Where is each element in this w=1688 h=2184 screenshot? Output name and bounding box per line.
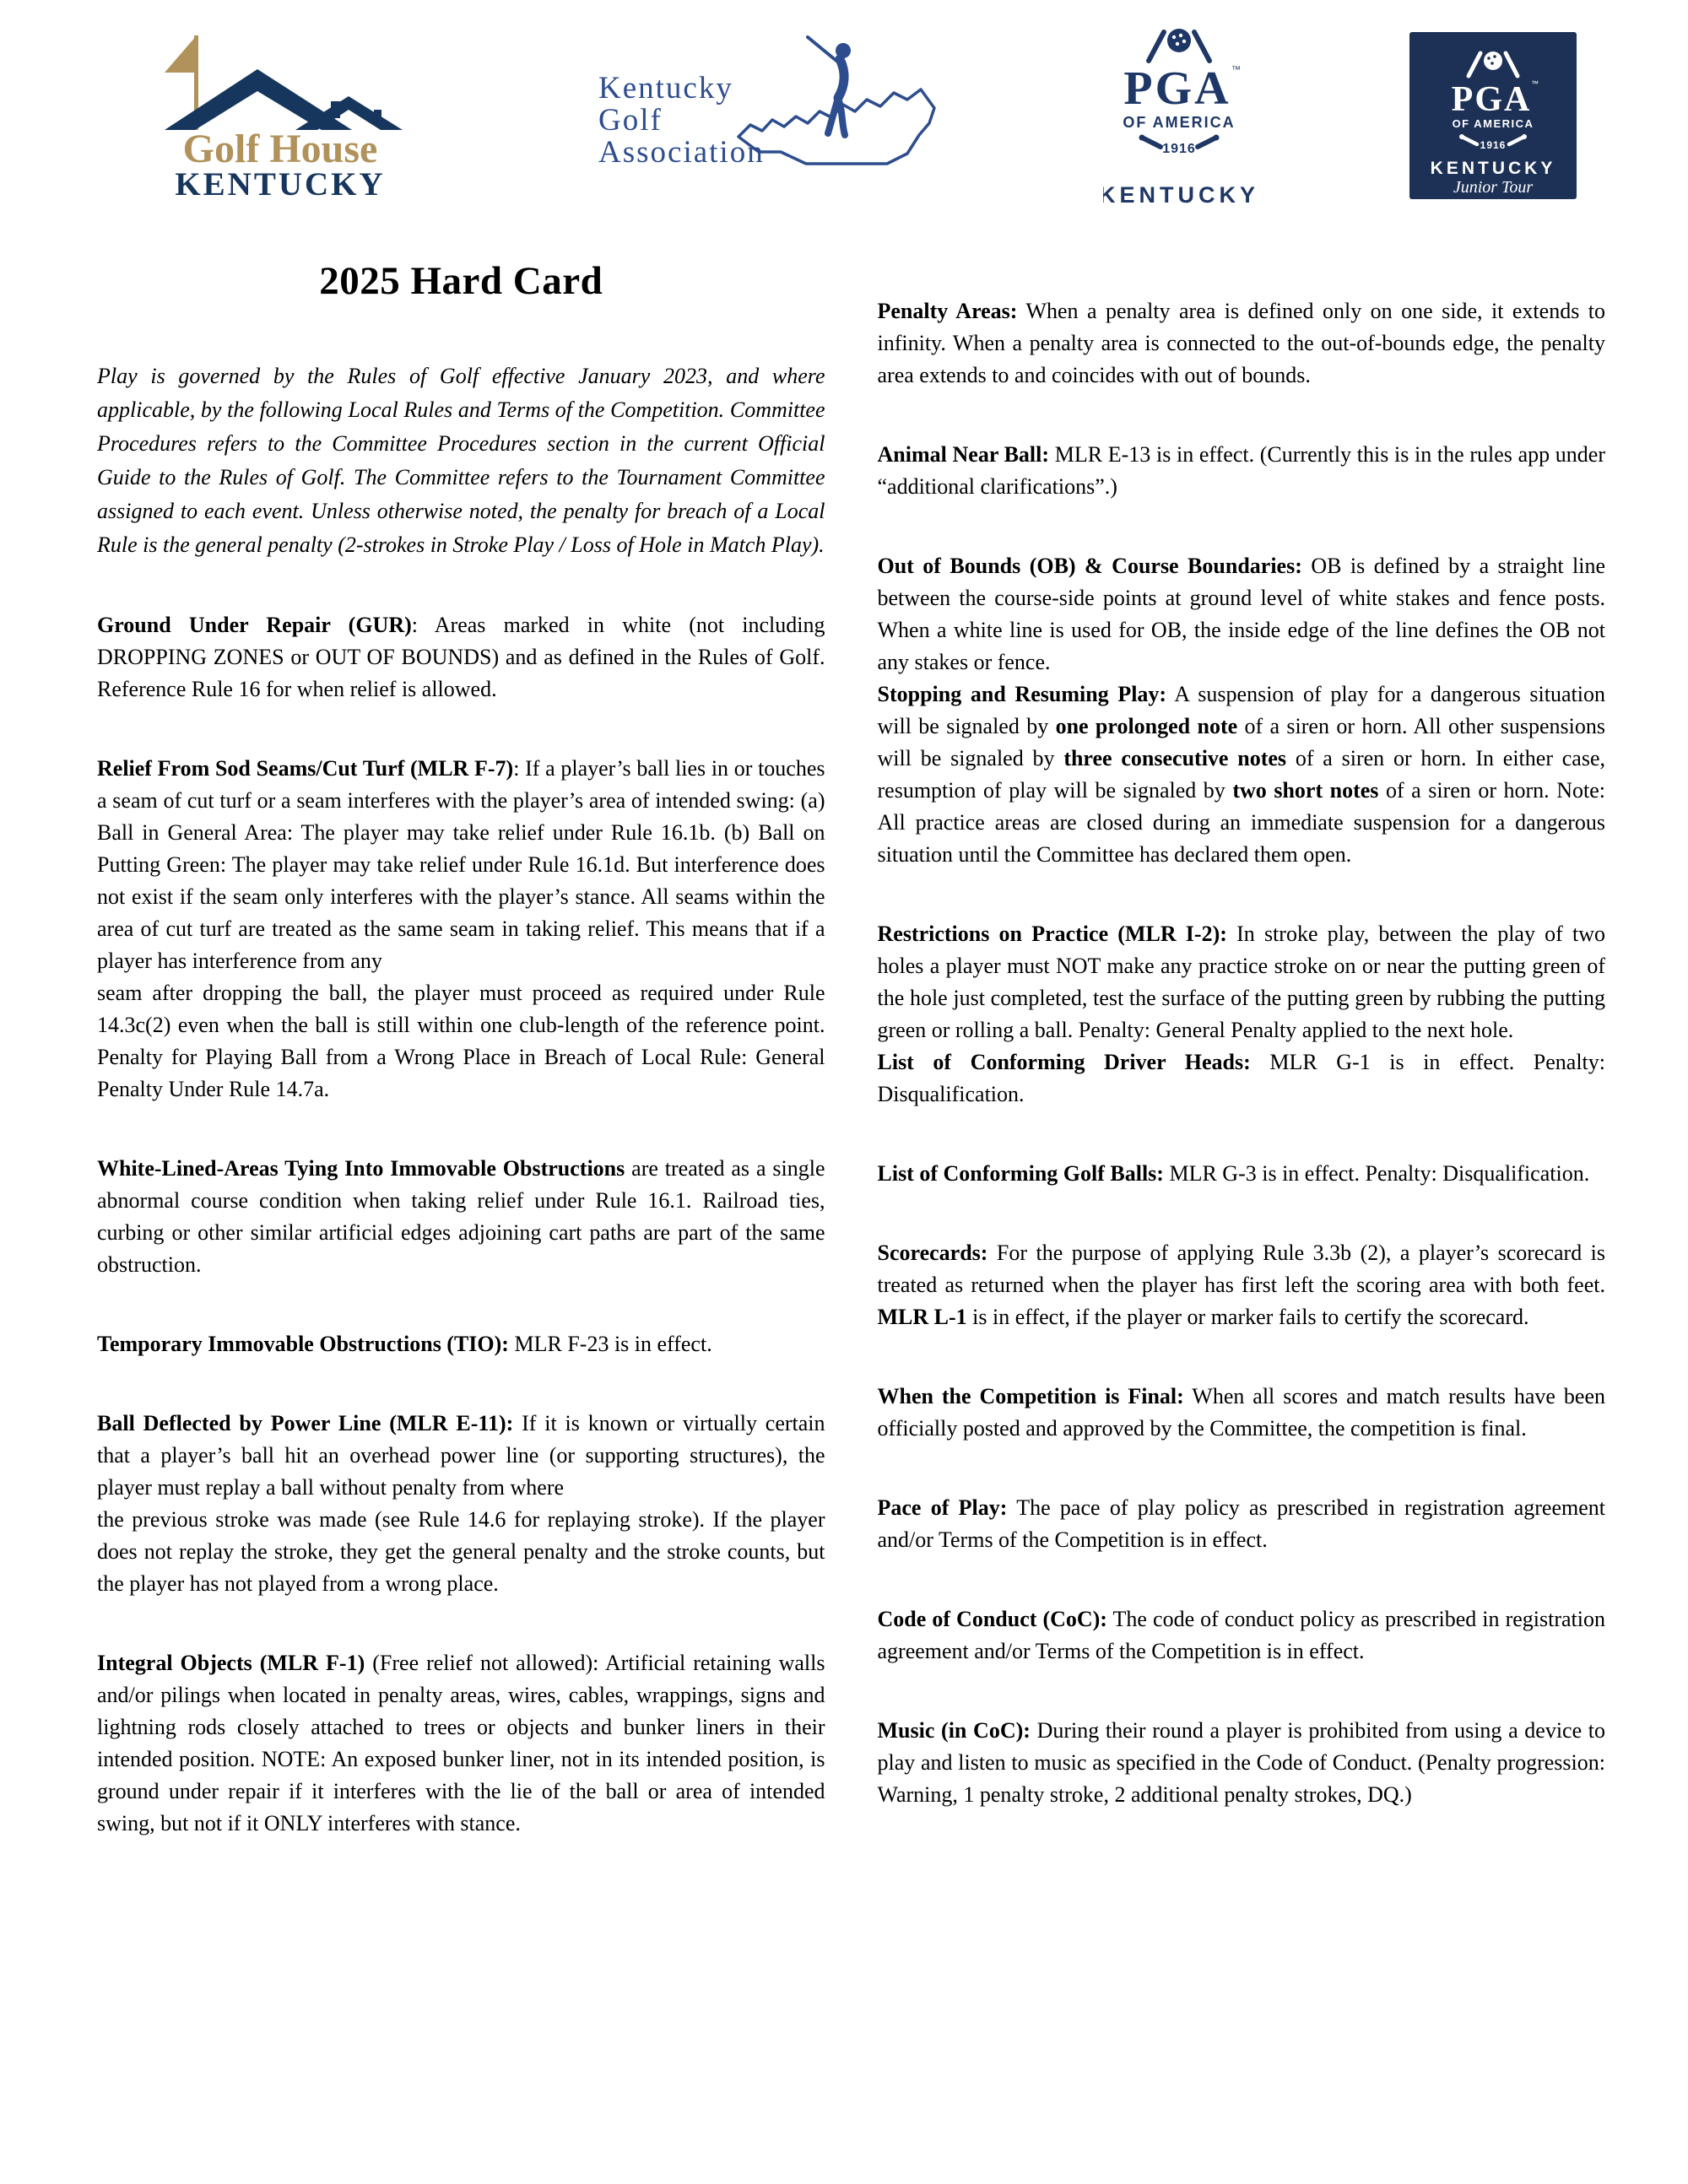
paragraph: [878, 295, 1606, 392]
junior-monogram: PGA: [1451, 80, 1532, 119]
left-column-text: [97, 359, 825, 1840]
bold-text-run: Relief From Sod Seams/Cut Turf (MLR F-7): [97, 756, 514, 781]
pga-monogram: PGA: [1123, 62, 1231, 115]
bold-text-run: Out of Bounds (OB) & Course Boundaries:: [877, 554, 1302, 578]
paragraph: [878, 1237, 1606, 1333]
paragraph: [878, 918, 1606, 1046]
kga-line3: Association: [598, 135, 766, 170]
text-run: of a siren or horn. All other suspensions will be signaled by: [877, 714, 1605, 770]
paragraph: [878, 439, 1606, 503]
paragraph: [97, 609, 825, 705]
junior-trademark: ™: [1530, 79, 1539, 88]
text-run: the previous stroke was made (see Rule 14.6 for replaying stroke). If the player does not replay the stroke, they get the general penalty and the stroke counts, but the player has not played from a wrong place.: [97, 1507, 825, 1596]
bold-text-run: Temporary Immovable Obstructions (TIO):: [97, 1332, 509, 1356]
pga-kentucky-junior-tour-logo: [1409, 32, 1577, 199]
text-run: The code of conduct policy as prescribed in registration agreement and/or Terms of the Competition is in effect.: [877, 1607, 1605, 1663]
text-run: MLR E-13 is in effect. (Currently this is in the rules app under “additional clarifications”.): [877, 442, 1605, 499]
bold-text-run: List of Conforming Golf Balls:: [877, 1161, 1164, 1186]
paragraph: [97, 359, 825, 562]
junior-region: KENTUCKY: [1430, 159, 1556, 178]
text-run: seam after dropping the ball, the player must proceed as required under Rule 14.3c(2) even when the ball is still within one club-length of the reference point. Penalty for Playing Ball from a Wrong Place in Breach of Local Rule: General Penalty Under Rule 14.7a.: [97, 981, 825, 1101]
golf-house-region: KENTUCKY: [175, 166, 386, 200]
kga-line2: Golf: [598, 103, 663, 138]
paragraph: [878, 678, 1606, 871]
bold-text-run: Music (in CoC):: [877, 1718, 1031, 1743]
bold-text-run: one prolonged note: [1055, 714, 1238, 738]
logo-row: [0, 0, 1688, 216]
text-run: In stroke play, between the play of two holes a player must NOT make any practice stroke on or near the putting green of the hole just completed, test the surface of the putting green by rubbing the putting green or rolling a ball. Penalty: General Penalty applied to the next hole.: [877, 922, 1605, 1042]
paragraph: [878, 1715, 1606, 1811]
bold-text-run: Code of Conduct (CoC):: [877, 1607, 1107, 1631]
right-column-text: [878, 295, 1606, 1811]
text-run: The pace of play policy as prescribed in registration agreement and/or Terms of the Competition is in effect.: [877, 1495, 1605, 1552]
golf-house-kentucky-logo: [122, 27, 439, 204]
junior-script: Junior Tour: [1453, 178, 1534, 197]
paragraph: [97, 1328, 825, 1360]
text-run: MLR F-23 is in effect.: [508, 1332, 712, 1356]
paragraph: [878, 550, 1606, 678]
bold-text-run: Scorecards:: [877, 1241, 988, 1265]
text-run: If it is known or virtually certain that a player’s ball hit an overhead power line (or supporting structures), the player must replay a ball without penalty from where: [97, 1411, 825, 1500]
kga-state-golfer-icon: [593, 35, 948, 192]
pga-crest-icon: [1103, 19, 1255, 208]
golf-house-name: Golf House: [182, 127, 378, 171]
pga-region: KENTUCKY: [1102, 182, 1255, 208]
pga-trademark: ™: [1231, 65, 1241, 75]
right-column: [878, 221, 1606, 1840]
golf-house-icon: [122, 27, 439, 200]
text-run: Play is governed by the Rules of Golf effective January 2023, and where applicable, by the following Local Rules and Terms of the Competition. Committee Procedures refers to the Committee Procedures section in the current Official Guide to the Rules of Golf. The Committee refers to the Tournament Committee assigned to each event. Unless otherwise noted, the penalty for breach of a Local Rule is the general penalty (2-strokes in Stroke Play / Loss of Hole in Match Play).: [97, 364, 825, 557]
text-run: : Areas marked in white (not including DROPPING ZONES or OUT OF BOUNDS) and as defined in the Rules of Golf. Reference Rule 16 for when relief is allowed.: [97, 613, 825, 701]
bold-text-run: two short notes: [1232, 778, 1379, 803]
bold-text-run: Animal Near Ball:: [877, 442, 1050, 467]
kga-line1: Kentucky: [598, 71, 734, 105]
bold-text-run: Ground Under Repair (GUR): [97, 613, 412, 637]
bold-text-run: Stopping and Resuming Play:: [877, 682, 1167, 706]
text-run: MLR G-3 is in effect. Penalty: Disqualification.: [1163, 1161, 1590, 1186]
paragraph: [97, 1408, 825, 1600]
paragraph: [878, 1492, 1606, 1556]
text-run: of a siren or horn. In either case, resumption of play will be signaled by: [877, 746, 1606, 803]
junior-of-america: OF AMERICA: [1452, 117, 1534, 130]
paragraph: [97, 1647, 825, 1840]
document-body: [0, 221, 1688, 1840]
bold-text-run: Integral Objects (MLR F-1): [97, 1651, 365, 1675]
pga-junior-crest-icon: [1409, 32, 1577, 199]
pga-of-america: OF AMERICA: [1122, 114, 1236, 131]
bold-text-run: Ball Deflected by Power Line (MLR E-11):: [97, 1411, 514, 1435]
paragraph: [97, 1153, 825, 1281]
bold-text-run: three consecutive notes: [1063, 746, 1287, 770]
text-run: : If a player’s ball lies in or touches a seam of cut turf or a seam interferes with the player’s area of intended swing: (a) Ball in General Area: The player may take relief under Rule 16.1b. (b) Ball on Putting Green: The player may take relief under Rule 16.1d. But interference does not exist if the seam only interferes with the player’s stance. All seams within the area of cut turf are treated as the same seam in taking relief. This means that if a player has interference from any: [97, 756, 825, 973]
pga-kentucky-logo: [1103, 19, 1255, 213]
text-run: are treated as a single abnormal course condition when taking relief under Rule 16.1. Railroad ties, curbing or other similar artificial edges adjoining cart paths are part of the same obstruction.: [97, 1156, 825, 1277]
bold-text-run: List of Conforming Driver Heads:: [877, 1050, 1251, 1074]
junior-year: 1916: [1480, 139, 1507, 151]
bold-text-run: MLR L-1: [877, 1305, 967, 1329]
bold-text-run: White-Lined-Areas Tying Into Immovable Obstructions: [97, 1156, 625, 1181]
paragraph: [878, 1158, 1606, 1190]
bold-text-run: When the Competition is Final:: [877, 1384, 1184, 1408]
text-run: OB is defined by a straight line between the course-side points at ground level of white stakes and fence posts. When a white line is used for OB, the inside edge of the line defines the OB not any stakes or fence.: [877, 554, 1605, 674]
paragraph: [878, 1603, 1606, 1668]
bold-text-run: Penalty Areas:: [877, 299, 1018, 323]
text-run: When all scores and match results have been officially posted and approved by the Committee, the competition is final.: [877, 1384, 1605, 1441]
text-run: When a penalty area is defined only on one side, it extends to infinity. When a penalty area is connected to the out-of-bounds edge, the penalty area extends to and coincides with out of bounds.: [877, 299, 1606, 387]
paragraph: [878, 1381, 1606, 1445]
text-run: For the purpose of applying Rule 3.3b (2), a player’s scorecard is treated as returned when the player has first left the scoring area with both feet.: [877, 1241, 1605, 1297]
paragraph: [878, 1046, 1606, 1111]
bold-text-run: Restrictions on Practice (MLR I-2):: [877, 922, 1227, 946]
left-column: [97, 221, 825, 1840]
text-run: of a siren or horn. Note: All practice areas are closed during an immediate suspension for a dangerous situation until the Committee has declared them open.: [877, 778, 1605, 867]
text-run: (Free relief not allowed): Artificial retaining walls and/or pilings when located in penalty areas, wires, cables, wrappings, signs and lightning rods closely attached to trees or objects and bunker liners in their intended position. NOTE: An exposed bunker liner, not in its intended position, is ground under repair if it interferes with the lie of the ball or area of intended swing, but not if it ONLY interferes with stance.: [97, 1651, 825, 1835]
text-run: A suspension of play for a dangerous situation will be signaled by: [877, 682, 1605, 738]
text-run: During their round a player is prohibited from using a device to play and listen to music as specified in the Code of Conduct. (Penalty progression: Warning, 1 penalty stroke, 2 additional penalty strokes, DQ.): [877, 1718, 1606, 1807]
text-run: MLR G-1 is in effect. Penalty: Disqualification.: [877, 1050, 1605, 1106]
bold-text-run: Pace of Play:: [877, 1495, 1008, 1520]
pga-year: 1916: [1161, 142, 1196, 156]
text-run: is in effect, if the player or marker fails to certify the scorecard.: [966, 1305, 1529, 1329]
page-title: 2025 Hard Card: [319, 259, 603, 303]
kentucky-golf-association-logo: [593, 35, 948, 196]
paragraph: [97, 753, 825, 1106]
